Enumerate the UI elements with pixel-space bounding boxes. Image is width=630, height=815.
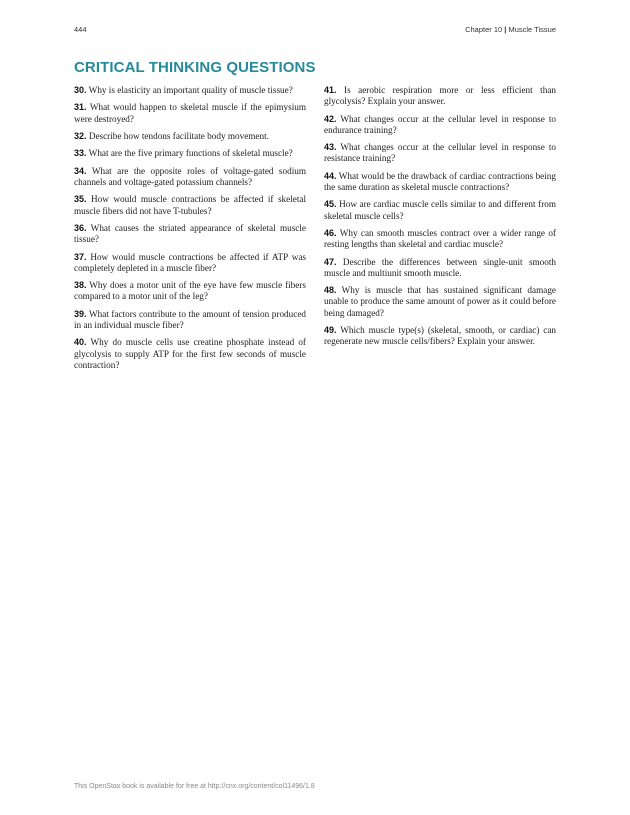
question-number: 44. bbox=[324, 170, 337, 181]
question-text: What are the five primary functions of skeletal muscle? bbox=[88, 148, 293, 159]
question-number: 30. bbox=[74, 85, 87, 95]
questions-column-left bbox=[74, 85, 306, 377]
question-number: 46. bbox=[324, 227, 337, 238]
section-title: CRITICAL THINKING QUESTIONS bbox=[74, 59, 316, 76]
question-text: What factors contribute to the amount of tension produced in an individual muscle fiber? bbox=[74, 308, 306, 330]
question-item bbox=[74, 85, 306, 96]
question-item bbox=[324, 228, 556, 250]
question-text: Why is muscle that has sustained significant damage unable to produce the same amount of power as it could before being damaged? bbox=[324, 285, 556, 318]
question-text: Describe how tendons facilitate body movement. bbox=[88, 130, 269, 141]
question-text: Why is elasticity an important quality of muscle tissue? bbox=[88, 85, 293, 95]
question-text: What changes occur at the cellular level in response to resistance training? bbox=[324, 142, 556, 164]
question-item bbox=[74, 309, 306, 331]
question-item bbox=[324, 171, 556, 193]
question-number: 33. bbox=[74, 148, 87, 159]
question-number: 47. bbox=[324, 256, 337, 267]
question-text: Is aerobic respiration more or less efficient than glycolysis? Explain your answer. bbox=[324, 85, 556, 107]
question-text: Describe the differences between single-unit smooth muscle and multiunit smooth muscle. bbox=[324, 256, 557, 278]
question-number: 49. bbox=[324, 324, 337, 335]
page-number: 444 bbox=[74, 25, 87, 34]
question-number: 31. bbox=[74, 102, 87, 113]
question-item bbox=[74, 194, 306, 216]
question-number: 43. bbox=[324, 142, 337, 153]
question-number: 32. bbox=[74, 130, 87, 141]
chapter-title: Muscle Tissue bbox=[508, 25, 556, 34]
question-item bbox=[324, 199, 556, 221]
question-item bbox=[74, 252, 306, 274]
question-number: 38. bbox=[74, 280, 87, 291]
question-text: Why can smooth muscles contract over a wider range of resting lengths than skeletal and cardiac muscle? bbox=[324, 227, 556, 250]
page-footer: This OpenStax book is available for free at http://cnx.org/content/col11496/1.8 bbox=[74, 783, 315, 790]
question-text: How would muscle contractions be affected if ATP was completely depleted in a muscle fiber? bbox=[74, 251, 307, 273]
question-item bbox=[324, 85, 556, 107]
question-number: 48. bbox=[324, 285, 337, 296]
question-number: 37. bbox=[74, 251, 87, 262]
question-item bbox=[74, 280, 306, 302]
question-number: 42. bbox=[324, 113, 337, 124]
question-item bbox=[74, 337, 306, 371]
chapter-label: Chapter 10 bbox=[465, 25, 503, 34]
question-item bbox=[324, 257, 556, 279]
question-text: Why do muscle cells use creatine phosphate instead of glycolysis to supply ATP for the first few seconds of muscle contraction? bbox=[74, 337, 306, 370]
question-text: How are cardiac muscle cells similar to and different from skeletal muscle cells? bbox=[324, 199, 556, 221]
question-text: What are the opposite roles of voltage-gated sodium channels and voltage-gated potassium channels? bbox=[74, 165, 306, 187]
questions-column-right bbox=[324, 85, 556, 354]
question-text: What would be the drawback of cardiac contractions being the same duration as skeletal muscle contractions? bbox=[324, 170, 556, 192]
question-item bbox=[324, 325, 556, 347]
question-text: Why does a motor unit of the eye have few muscle fibers compared to a motor unit of the leg? bbox=[74, 280, 306, 302]
question-item bbox=[74, 102, 306, 124]
question-item bbox=[324, 114, 556, 136]
question-number: 34. bbox=[74, 165, 87, 176]
question-number: 41. bbox=[324, 85, 337, 95]
question-number: 36. bbox=[74, 222, 87, 233]
running-header bbox=[74, 25, 556, 37]
question-number: 45. bbox=[324, 199, 337, 210]
question-item bbox=[74, 166, 306, 188]
question-text: What changes occur at the cellular level in response to endurance training? bbox=[324, 113, 556, 135]
question-text: What causes the striated appearance of skeletal muscle tissue? bbox=[74, 222, 306, 245]
header-separator: | bbox=[504, 25, 507, 34]
question-item bbox=[324, 142, 556, 164]
question-number: 40. bbox=[74, 337, 87, 348]
question-text: Which muscle type(s) (skeletal, smooth, or cardiac) can regenerate new muscle cells/fibers? Explain your answer. bbox=[324, 324, 556, 347]
question-item bbox=[324, 285, 556, 319]
question-item bbox=[74, 223, 306, 245]
chapter-heading bbox=[465, 25, 556, 34]
question-number: 39. bbox=[74, 308, 87, 319]
question-text: What would happen to skeletal muscle if the epimysium were destroyed? bbox=[74, 102, 306, 124]
question-text: How would muscle contractions be affected if skeletal muscle fibers did not have T-tubules? bbox=[74, 194, 307, 216]
question-item bbox=[74, 148, 306, 159]
question-number: 35. bbox=[74, 194, 87, 205]
question-item bbox=[74, 131, 306, 142]
